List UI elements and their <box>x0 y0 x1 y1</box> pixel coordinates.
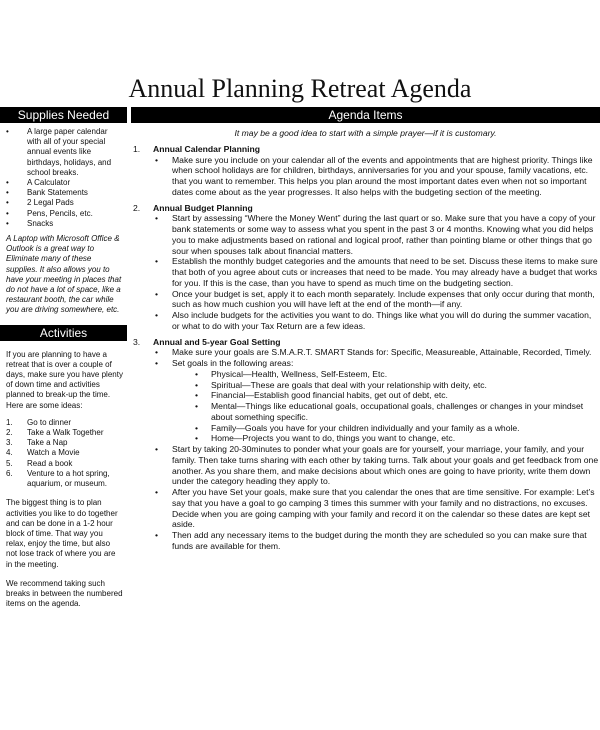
activity-item: 1. Go to dinner <box>6 417 72 427</box>
supply-item: • A large paper calendar with all of your special annual events like birthdays, holidays, and school breaks. <box>6 127 123 178</box>
agenda-sections <box>131 144 600 552</box>
goal-area-item: • Spiritual—These are goals that deal with your relationship with deity, etc. <box>155 380 600 391</box>
supply-item: • 2 Legal Pads <box>6 198 123 208</box>
goal-area-item: • Family—Goals you have for your children individually and your family as a whole. <box>155 423 600 434</box>
agenda-section <box>131 337 600 552</box>
activities-heading: Activities <box>0 325 127 341</box>
agenda-point: • Also include budgets for the activities you want to do. Things like what you will do during the summer vacation, or what to do with your Tax Return are a few ideas. <box>131 310 600 332</box>
activity-item: 5. Read a book <box>6 458 73 468</box>
activities-tip: The biggest thing is to plan activities you like to do together and can be done in a 1-2 hour block of time. That way you relax, enjoy the time, but also not lose track of where you are in the meeting. <box>6 498 118 569</box>
laptop-note: A Laptop with Microsoft Office & Outlook is a great way to Eliminate many of these supplies. It also allows you to have your meeting in places that do not have a lot of space, like a restaurant booth, the car while you are driving somewhere, etc. <box>6 234 122 315</box>
page-title: Annual Planning Retreat Agenda <box>128 74 472 103</box>
agenda-point: • Start by taking 20-30minutes to ponder what your goals are for yourself, your marriage, your family, and your family. Then take turns sharing with each other by taking turns. Talk about your goals and get feedback from one another. As you share them, and make decisions about which ones are going to have priority, write them down under the category heading they apply to. <box>131 444 600 487</box>
activity-item: 3. Take a Nap <box>6 438 68 448</box>
agenda-point: • Make sure you include on your calendar all of the events and appointments that are highest priority. Things like when school holidays are for children, birthdays, anniversaries for you and your spouse, family vacations, etc. that you want to remember. This helps you plan around the most important dates even when not so important dates come about as the year progresses. It also helps with the budgeting section of the meeting. <box>131 155 600 198</box>
section-points <box>131 347 600 551</box>
sidebar <box>0 107 127 730</box>
activity-item: 4. Watch a Movie <box>6 448 80 458</box>
agenda-intro: It may be a good idea to start with a simple prayer—if it is customary. <box>234 128 497 138</box>
activities-intro: If you are planning to have a retreat that is over a couple of days, make sure you have plenty of down time and activities planned to break-up the time. Here are some ideas: <box>6 349 123 410</box>
activities-list <box>0 418 127 489</box>
agenda-point: • Establish the monthly budget categories and the amounts that need to be set. Discuss these items to make sure that both of you agree about cuts or increases that need to be made. You may already have a budget that works for you. If this is the case, than you have to spend as much time on the budgeting section. <box>131 256 600 288</box>
section-points <box>131 213 600 331</box>
section-points <box>131 155 600 198</box>
supplies-list <box>0 127 127 229</box>
goal-area-item: • Physical—Health, Wellness, Self-Esteem, Etc. <box>155 369 600 380</box>
goal-areas <box>172 369 600 444</box>
section-heading: 1. Annual Calendar Planning <box>133 143 260 154</box>
agenda-point: • Make sure your goals are S.M.A.R.T. SMART Stands for: Specific, Measureable, Attainable, Recorded, Timely. <box>131 347 600 358</box>
goal-area-item: • Financial—Establish good financial habits, get out of debt, etc. <box>155 390 600 401</box>
supply-item: • A Calculator <box>6 178 123 188</box>
supply-item: • Bank Statements <box>6 188 123 198</box>
supply-item: • Snacks <box>6 219 123 229</box>
goal-area-item: • Mental—Things like educational goals, occupational goals, challenges or changes in your mindset about something specific. <box>155 401 600 423</box>
supply-item: • Pens, Pencils, etc. <box>6 209 123 219</box>
agenda-point: • Once your budget is set, apply it to each month separately. Include expenses that only occur during that month, such as how much cushion you will have left at the end of the month—if any. <box>131 289 600 311</box>
agenda-point: • Then add any necessary items to the budget during the month they are scheduled so you can make sure that funds are available for them. <box>131 530 600 552</box>
agenda-heading: Agenda Items <box>131 107 600 123</box>
agenda <box>131 107 600 730</box>
supplies-heading: Supplies Needed <box>0 107 127 123</box>
activity-item: 2. Take a Walk Together <box>6 428 104 438</box>
section-heading: 3. Annual and 5-year Goal Setting <box>133 336 281 347</box>
activity-item: 6. Venture to a hot spring, aquarium, or museum. <box>6 468 110 489</box>
agenda-point: • Start by assessing “Where the Money Went” during the last quart or so. Make sure that you have a copy of your bank statements or some way to assess what you spent in the past 3 or 4 months. Knowing what you did helps you to make adjustments based on rational and logical proof, rather than pointing blame or other things that go sour when spouses talk about financial matters. <box>131 213 600 256</box>
agenda-section <box>131 144 600 198</box>
agenda-section <box>131 203 600 332</box>
goal-area-item: • Home—Projects you want to do, things you want to change, etc. <box>155 433 600 444</box>
activities-tip-2: We recommend taking such breaks in between the numbered items on the agenda. <box>6 578 123 609</box>
agenda-point: • Set goals in the following areas: • Physical—Health, Wellness, Self-Esteem, Etc. • Spiritual—These are goals that deal with your relationship with deity, etc. • Financial—Establish good financial habits, get out of debt, etc. • Mental—Things like educational goals, occupational goals, challenges or changes in your mindset about something specific. • Family—Goals you have for your children individually and your family as a whole. • Home—Projects you want to do, things you want to change, etc. <box>131 358 600 444</box>
agenda-point: • After you have Set your goals, make sure that you calendar the ones that are time sensitive. For example: Let’s say that you have a goal to go camping 3 times this summer with your family and no distractions, no excuses. Decide when you are going camping with your family and record it on the calendar so these dates are kept set aside. <box>131 487 600 530</box>
section-heading: 2. Annual Budget Planning <box>133 202 253 213</box>
